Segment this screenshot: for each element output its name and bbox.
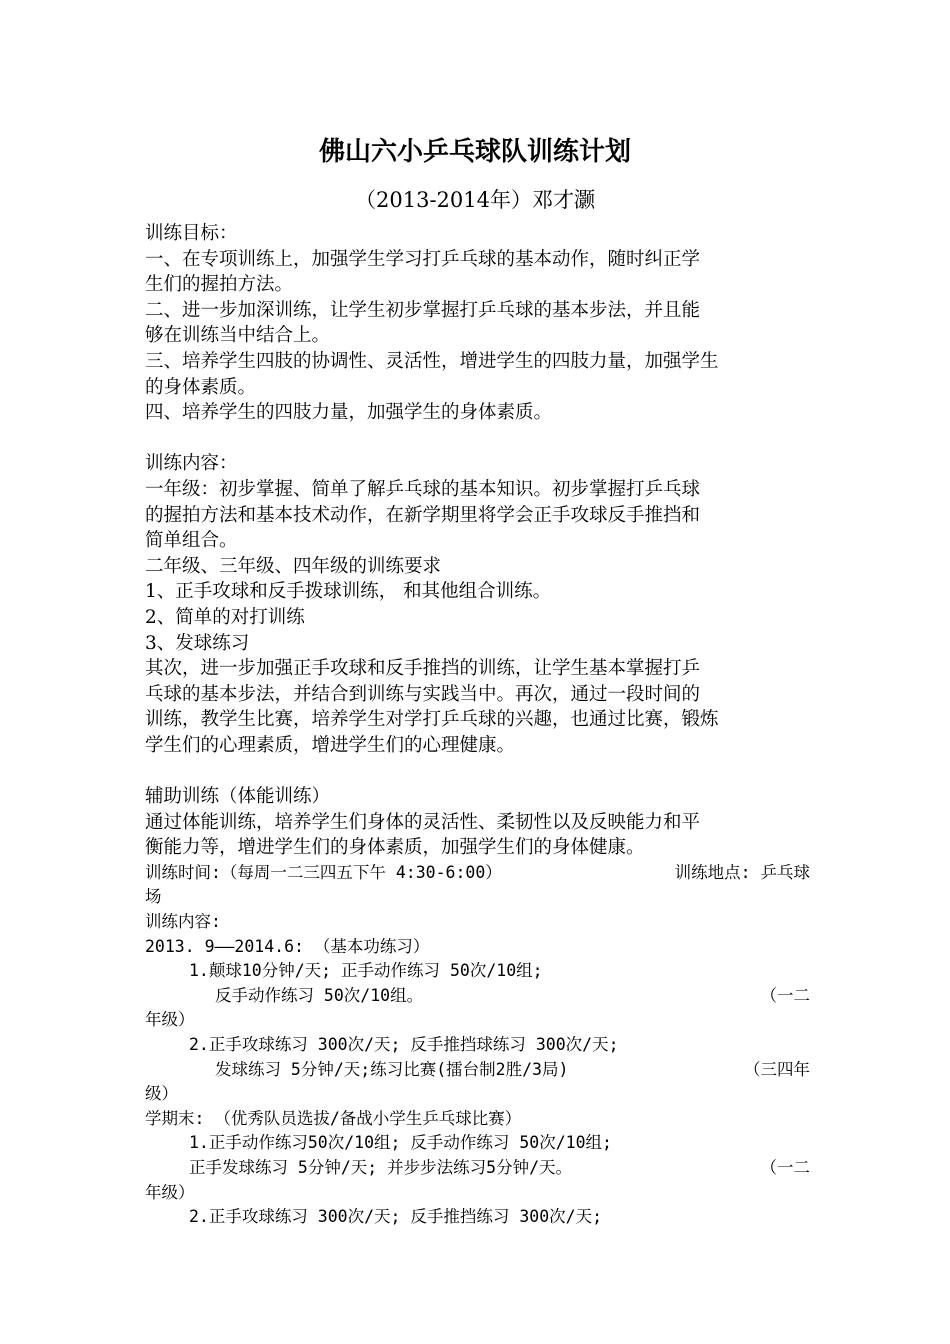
goals-line: 三、培养学生四肢的协调性、灵活性，增进学生的四肢力量，加强学生 [145, 350, 719, 372]
period-1-item-1: 1.颠球10分钟/天; 正手动作练习 50次/10组; [189, 961, 543, 981]
training-time: 训练时间:（每周一二三四五下午 4:30-6:00） [145, 862, 502, 882]
goals-heading: 训练目标： [145, 223, 238, 244]
content-line: 二年级、三年级、四年级的训练要求 [145, 555, 442, 577]
content-line: 训练，教学生比赛，培养学生对学打乒乓球的兴趣，也通过比赛，锻炼 [145, 709, 719, 731]
period-2-item-1-cont [145, 1156, 810, 1181]
paragraph-gap [145, 758, 810, 784]
period-1-item-2: 2.正手攻球练习 300次/天; 反手推挡球练习 300次/天; [189, 1035, 619, 1054]
content-line: 简单组合。 [145, 530, 238, 552]
content-line: 乓球的基本步法，并结合到训练与实践当中。再次，通过一段时间的 [145, 683, 701, 705]
training-place-wrap: 场 [145, 887, 162, 907]
grade-label: （三四年 [744, 1059, 810, 1079]
document-subtitle: （2013-2014年）邓才灏 [355, 188, 595, 212]
period-2-item-2: 2.正手攻球练习 300次/天; 反手推挡练习 300次/天; [189, 1207, 603, 1227]
content-line: 2、简单的对打训练 [145, 606, 305, 628]
content-line: 3、发球练习 [145, 632, 250, 654]
grade-label: （一二 [760, 1157, 810, 1177]
document-body [145, 221, 810, 1230]
schedule-time-row [145, 861, 810, 886]
goals-line: 生们的握拍方法。 [145, 274, 294, 296]
grade-label-wrap: 年级） [145, 1010, 195, 1030]
content-line: 一年级：初步掌握、简单了解乒乓球的基本知识。初步掌握打乒乓球 [145, 478, 701, 500]
item-text: 正手发球练习 5分钟/天; 并步步法练习5分钟/天。 [189, 1157, 573, 1177]
goals-line: 的身体素质。 [145, 376, 257, 398]
period-2-heading: 学期末: （优秀队员选拔/备战小学生乒乓球比赛） [145, 1108, 522, 1128]
goals-line: 一、在专项训练上，加强学生学习打乒乓球的基本动作，随时纠正学 [145, 248, 701, 270]
item-text: 反手动作练习 50次/10组。 [215, 985, 424, 1005]
item-text: 发球练习 5分钟/天;练习比赛(擂台制2胜/3局) [215, 1059, 569, 1079]
period-1-heading: 2013. 9——2014.6: （基本功练习） [145, 936, 430, 956]
grade-label-wrap: 级） [145, 1084, 178, 1104]
aux-heading: 辅助训练（体能训练） [145, 786, 331, 808]
training-place: 训练地点: 乒乓球 [674, 862, 810, 882]
content-heading: 训练内容： [145, 453, 238, 475]
content-line: 的握拍方法和基本技术动作，在新学期里将学会正手攻球反手推挡和 [145, 504, 701, 526]
grade-label-wrap: 年级） [145, 1182, 195, 1202]
paragraph-gap [145, 426, 810, 452]
schedule-content-label: 训练内容: [145, 912, 221, 932]
content-line: 1、正手攻球和反手拨球训练， 和其他组合训练。 [145, 581, 552, 603]
period-1-item-1-cont [145, 984, 810, 1009]
goals-line: 够在训练当中结合上。 [145, 325, 331, 347]
content-line: 其次，进一步加强正手攻球和反手推挡的训练，让学生基本掌握打乒 [145, 658, 701, 680]
period-1-item-2-cont [145, 1058, 810, 1083]
aux-line: 衡能力等，增进学生们的身体素质，加强学生们的身体健康。 [145, 837, 645, 859]
document-title: 佛山六小乒乓球队训练计划 [318, 137, 631, 167]
aux-line: 通过体能训练，培养学生们身体的灵活性、柔韧性以及反映能力和平 [145, 811, 701, 833]
content-line: 学生们的心理素质，增进学生们的心理健康。 [145, 734, 516, 756]
goals-line: 二、进一步加深训练，让学生初步掌握打乒乓球的基本步法，并且能 [145, 299, 701, 321]
grade-label: （一二 [760, 985, 810, 1005]
period-2-item-1: 1.正手动作练习50次/10组; 反手动作练习 50次/10组; [189, 1133, 612, 1153]
goals-line: 四、培养学生的四肢力量，加强学生的身体素质。 [145, 402, 553, 424]
